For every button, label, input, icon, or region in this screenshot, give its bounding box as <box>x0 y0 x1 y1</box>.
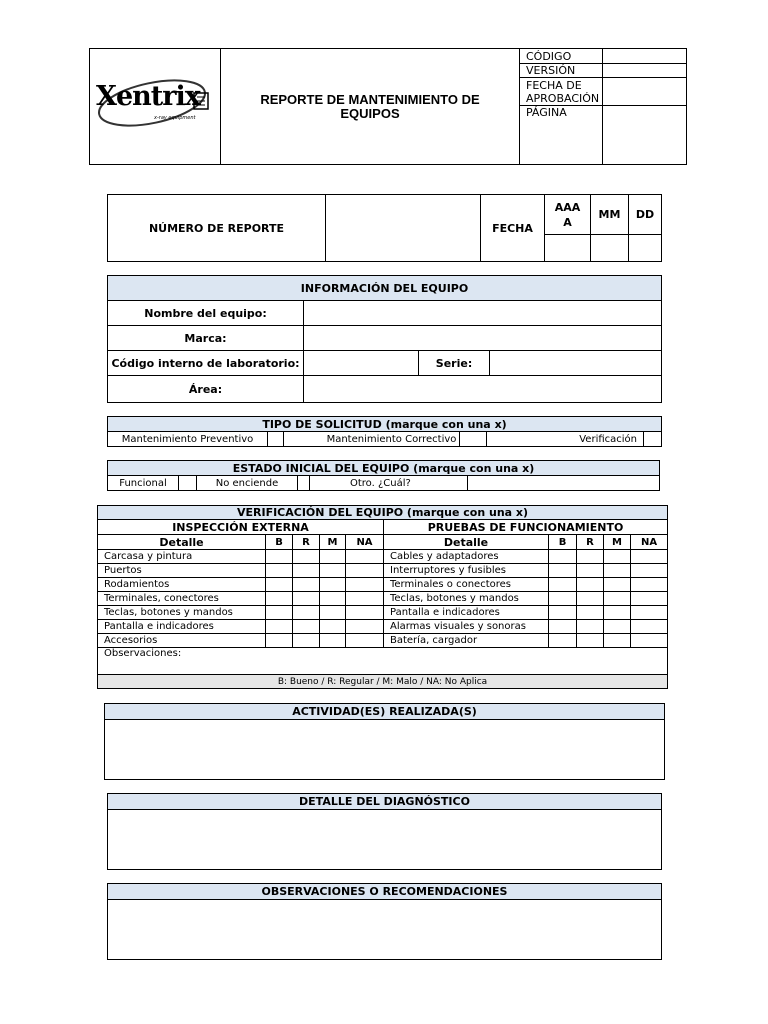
internal-code-field[interactable] <box>304 351 419 376</box>
left-col-m: M <box>320 535 346 550</box>
check-cell[interactable] <box>631 592 668 606</box>
check-cell[interactable] <box>577 564 604 578</box>
right-col-r: R <box>577 535 604 550</box>
right-item: Terminales o conectores <box>384 578 549 592</box>
left-detail-header: Detalle <box>98 535 266 550</box>
check-cell[interactable] <box>266 620 293 634</box>
check-cell[interactable] <box>549 634 577 648</box>
year-field[interactable] <box>545 235 591 262</box>
left-col-na: NA <box>346 535 384 550</box>
table-row <box>98 634 668 648</box>
report-number-table <box>107 194 662 262</box>
check-cell[interactable] <box>293 634 320 648</box>
check-cell[interactable] <box>293 550 320 564</box>
check-cell[interactable] <box>631 564 668 578</box>
right-item: Teclas, botones y mandos <box>384 592 549 606</box>
check-cell[interactable] <box>604 634 631 648</box>
serial-label: Serie: <box>419 351 490 376</box>
check-cell[interactable] <box>346 550 384 564</box>
right-item: Batería, cargador <box>384 634 549 648</box>
check-cell[interactable] <box>293 578 320 592</box>
logo-cell <box>90 49 221 165</box>
equipment-info-title: INFORMACIÓN DEL EQUIPO <box>108 276 662 301</box>
check-cell[interactable] <box>631 606 668 620</box>
corrective-label: Mantenimiento Correctivo <box>284 432 460 447</box>
check-cell[interactable] <box>293 592 320 606</box>
table-row <box>98 550 668 564</box>
check-cell[interactable] <box>346 578 384 592</box>
rating-legend: B: Bueno / R: Regular / M: Malo / NA: No Aplica <box>98 675 668 689</box>
diagnosis-title: DETALLE DEL DIAGNÓSTICO <box>108 794 662 810</box>
observations-label: Observaciones: <box>104 648 182 659</box>
equipment-name-label: Nombre del equipo: <box>108 301 304 326</box>
area-label: Área: <box>108 376 304 403</box>
activities-field[interactable] <box>105 720 665 780</box>
check-cell[interactable] <box>346 592 384 606</box>
check-cell[interactable] <box>604 620 631 634</box>
request-type-title: TIPO DE SOLICITUD (marque con una x) <box>108 417 662 432</box>
check-cell[interactable] <box>266 550 293 564</box>
recommendations-field[interactable] <box>108 900 662 960</box>
verification-table <box>97 505 668 689</box>
meta-label-version: VERSIÓN <box>520 64 603 78</box>
brand-label: Marca: <box>108 326 304 351</box>
right-item: Pantalla e indicadores <box>384 606 549 620</box>
left-col-b: B <box>266 535 293 550</box>
check-cell[interactable] <box>577 620 604 634</box>
right-item: Interruptores y fusibles <box>384 564 549 578</box>
table-row <box>98 606 668 620</box>
document-header <box>89 48 687 165</box>
check-cell[interactable] <box>549 592 577 606</box>
check-cell[interactable] <box>293 606 320 620</box>
external-inspection-title: INSPECCIÓN EXTERNA <box>98 520 384 535</box>
xentrix-logo <box>94 75 214 135</box>
activities-title: ACTIVIDAD(ES) REALIZADA(S) <box>105 704 665 720</box>
corrective-checkbox[interactable] <box>460 432 487 447</box>
meta-value-page <box>603 106 687 165</box>
check-cell[interactable] <box>631 550 668 564</box>
left-item: Rodamientos <box>98 578 266 592</box>
left-item: Carcasa y pintura <box>98 550 266 564</box>
area-field[interactable] <box>304 376 662 403</box>
check-cell[interactable] <box>549 550 577 564</box>
meta-value-version <box>603 64 687 78</box>
check-cell[interactable] <box>266 578 293 592</box>
month-label: MM <box>591 195 629 235</box>
check-cell[interactable] <box>604 606 631 620</box>
functional-checkbox[interactable] <box>179 476 197 491</box>
table-row <box>98 578 668 592</box>
check-cell[interactable] <box>549 620 577 634</box>
check-cell[interactable] <box>549 564 577 578</box>
check-cell[interactable] <box>320 620 346 634</box>
document-title: REPORTE DE MANTENIMIENTO DE EQUIPOS <box>221 49 520 165</box>
right-item: Cables y adaptadores <box>384 550 549 564</box>
equipment-name-field[interactable] <box>304 301 662 326</box>
check-cell[interactable] <box>549 606 577 620</box>
preventive-checkbox[interactable] <box>268 432 284 447</box>
verification-title: VERIFICACIÓN DEL EQUIPO (marque con una x) <box>98 506 668 520</box>
check-cell[interactable] <box>320 634 346 648</box>
logo-wordmark: Xentrix <box>96 81 200 112</box>
internal-code-label: Código interno de laboratorio: <box>108 351 304 376</box>
left-item: Pantalla e indicadores <box>98 620 266 634</box>
check-cell[interactable] <box>320 592 346 606</box>
check-cell[interactable] <box>266 634 293 648</box>
check-cell[interactable] <box>549 578 577 592</box>
meta-label-approval-date: FECHA DE APROBACIÓN <box>520 78 603 106</box>
check-cell[interactable] <box>346 564 384 578</box>
serial-field[interactable] <box>490 351 662 376</box>
check-cell[interactable] <box>631 620 668 634</box>
year-label: AAA A <box>545 195 591 235</box>
right-detail-header: Detalle <box>384 535 549 550</box>
check-cell[interactable] <box>346 634 384 648</box>
brand-field[interactable] <box>304 326 662 351</box>
date-label: FECHA <box>481 195 545 262</box>
other-label: Otro. ¿Cuál? <box>310 476 468 491</box>
check-cell[interactable] <box>293 620 320 634</box>
check-cell[interactable] <box>320 564 346 578</box>
check-cell[interactable] <box>577 550 604 564</box>
other-field[interactable] <box>468 476 660 491</box>
verification-label: Verificación <box>487 432 644 447</box>
meta-label-page: PÁGINA <box>520 106 603 165</box>
check-cell[interactable] <box>266 564 293 578</box>
equipment-info-table <box>107 275 662 403</box>
diagnosis-table <box>107 793 662 870</box>
left-item: Puertos <box>98 564 266 578</box>
initial-state-title: ESTADO INICIAL DEL EQUIPO (marque con una x) <box>108 461 660 476</box>
check-cell[interactable] <box>320 578 346 592</box>
check-cell[interactable] <box>604 578 631 592</box>
recommendations-table <box>107 883 662 960</box>
meta-label-code: CÓDIGO <box>520 49 603 64</box>
left-item: Terminales, conectores <box>98 592 266 606</box>
right-col-b: B <box>549 535 577 550</box>
check-cell[interactable] <box>320 606 346 620</box>
report-number-field[interactable] <box>326 195 481 262</box>
table-row <box>98 620 668 634</box>
activities-table <box>104 703 665 780</box>
table-row <box>98 564 668 578</box>
left-item: Accesorios <box>98 634 266 648</box>
meta-value-approval-date <box>603 78 687 106</box>
check-cell[interactable] <box>346 620 384 634</box>
verification-checkbox[interactable] <box>644 432 662 447</box>
check-cell[interactable] <box>346 606 384 620</box>
observations-field[interactable] <box>98 648 668 675</box>
check-cell[interactable] <box>266 606 293 620</box>
check-cell[interactable] <box>577 592 604 606</box>
check-cell[interactable] <box>320 550 346 564</box>
check-cell[interactable] <box>577 634 604 648</box>
functional-label: Funcional <box>108 476 179 491</box>
check-cell[interactable] <box>631 578 668 592</box>
report-number-label: NÚMERO DE REPORTE <box>108 195 326 262</box>
preventive-label: Mantenimiento Preventivo <box>108 432 268 447</box>
check-cell[interactable] <box>577 578 604 592</box>
day-field[interactable] <box>629 235 662 262</box>
check-cell[interactable] <box>604 592 631 606</box>
check-cell[interactable] <box>293 564 320 578</box>
right-col-m: M <box>604 535 631 550</box>
not-on-checkbox[interactable] <box>298 476 310 491</box>
request-type-table <box>107 416 662 447</box>
meta-value-code <box>603 49 687 64</box>
left-item: Teclas, botones y mandos <box>98 606 266 620</box>
left-col-r: R <box>293 535 320 550</box>
table-row <box>98 592 668 606</box>
not-on-label: No enciende <box>197 476 298 491</box>
check-cell[interactable] <box>577 606 604 620</box>
check-cell[interactable] <box>631 634 668 648</box>
day-label: DD <box>629 195 662 235</box>
right-col-na: NA <box>631 535 668 550</box>
logo-tagline: x-ray equipment <box>154 115 196 121</box>
initial-state-table <box>107 460 660 491</box>
month-field[interactable] <box>591 235 629 262</box>
diagnosis-field[interactable] <box>108 810 662 870</box>
right-item: Alarmas visuales y sonoras <box>384 620 549 634</box>
check-cell[interactable] <box>266 592 293 606</box>
function-tests-title: PRUEBAS DE FUNCIONAMIENTO <box>384 520 668 535</box>
recommendations-title: OBSERVACIONES O RECOMENDACIONES <box>108 884 662 900</box>
check-cell[interactable] <box>604 550 631 564</box>
check-cell[interactable] <box>604 564 631 578</box>
